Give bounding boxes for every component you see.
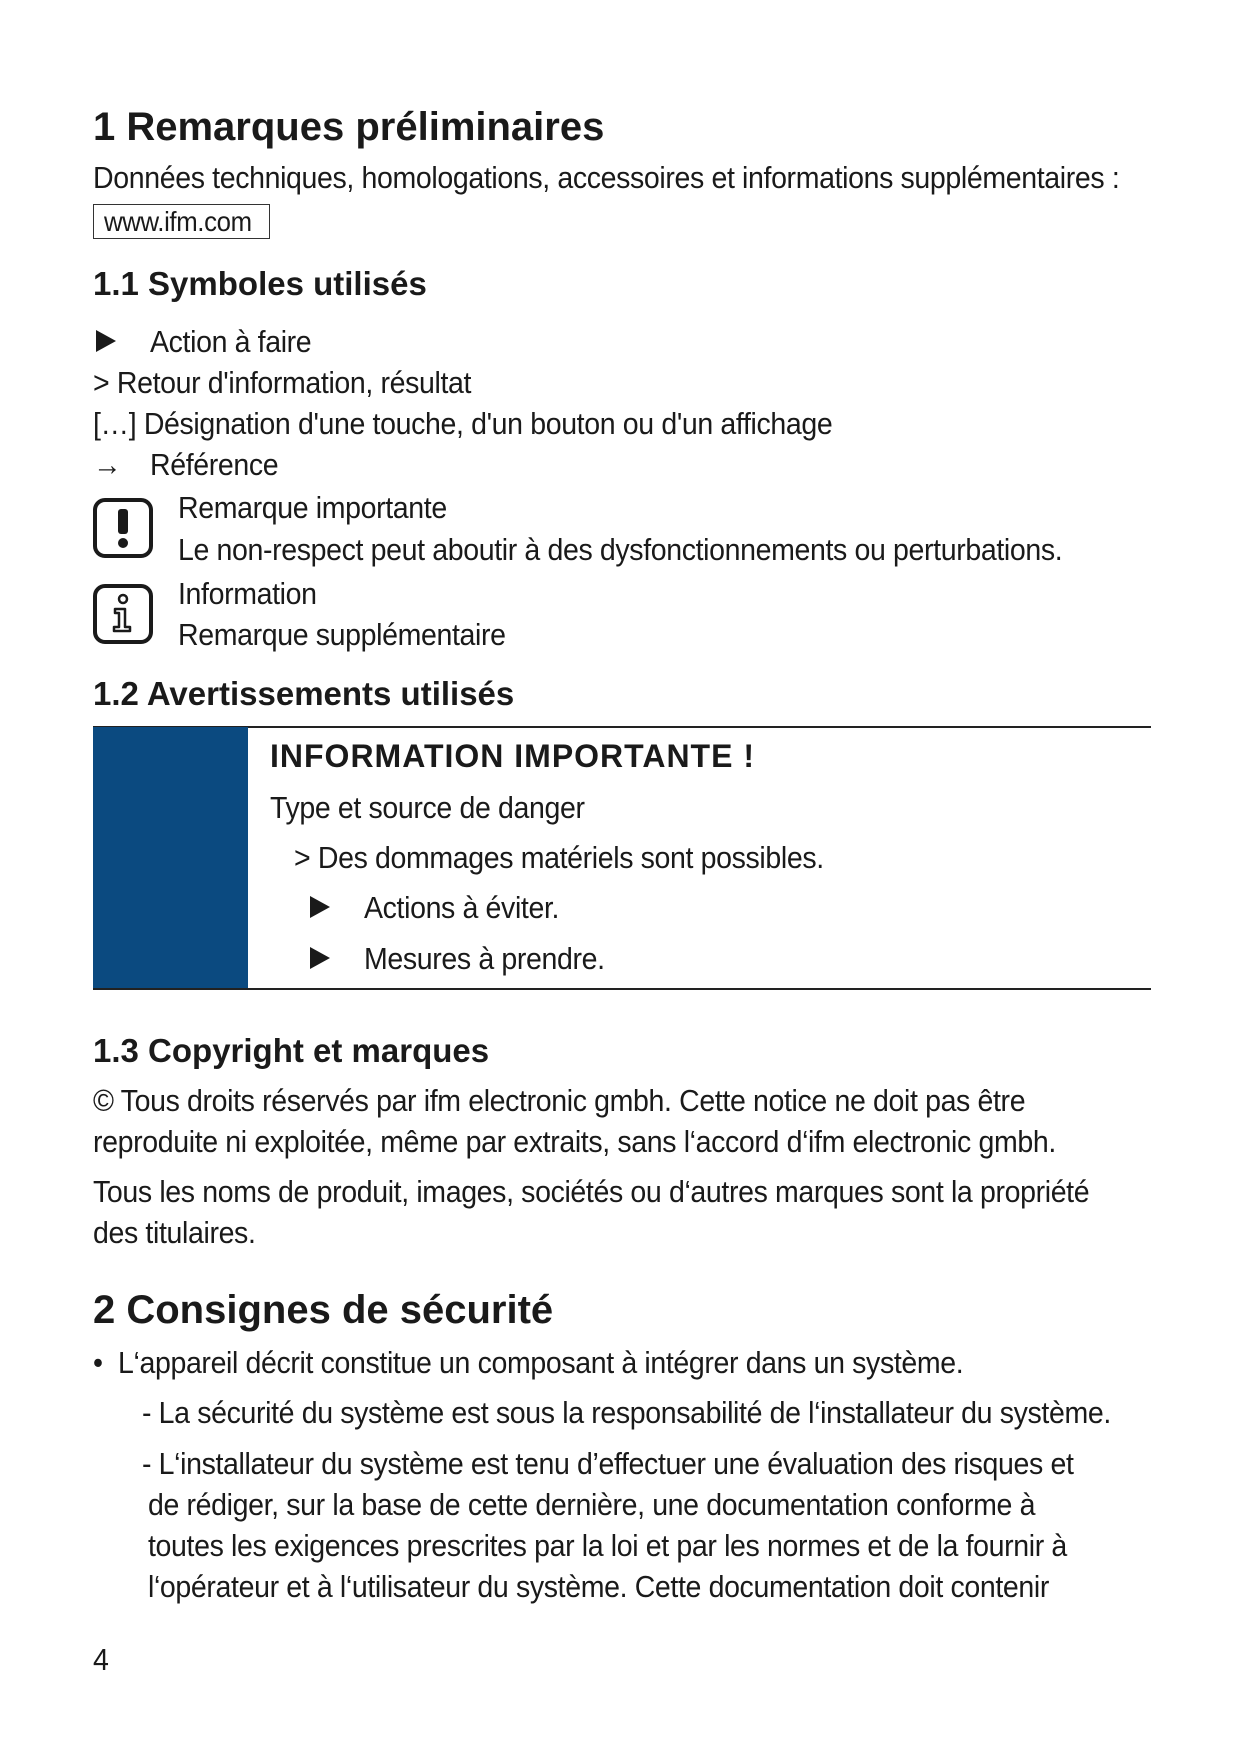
heading-section-1-3: 1.3 Copyright et marques [93,1032,490,1069]
symbol-reference-text: Référence [150,447,279,482]
heading-section-1-1: 1.1 Symboles utilisés [93,265,427,302]
info-title: Information [178,576,317,611]
warning-measures-text: Mesures à prendre. [364,941,605,976]
warning-top-rule [93,726,1151,728]
heading-section-1: 1 Remarques préliminaires [93,105,605,149]
info-icon [93,584,153,644]
copyright-line-2: reproduite ni exploitée, même par extraits, sans l‘accord d‘ifm electronic gmbh. [93,1124,1056,1159]
intro-text: Données techniques, homologations, accessoires et informations supplémentaires : [93,160,1120,195]
warning-title: INFORMATION IMPORTANTE ! [270,738,755,774]
warning-avoid-text: Actions à éviter. [364,890,560,925]
url-link[interactable] [93,204,270,239]
info-text: Remarque supplémentaire [178,617,506,652]
warning-consequence-text: > Des dommages matériels sont possibles. [294,840,824,875]
measures-triangle-icon [310,947,330,969]
exclamation-icon [93,498,153,558]
symbol-designation-text: […] Désignation d'une touche, d'un bouton ou d'un affichage [93,406,833,441]
safety-dash-1: - La sécurité du système est sous la responsabilité de l‘installateur du système. [142,1395,1111,1430]
page-number: 4 [93,1642,109,1677]
copyright-line-4: des titulaires. [93,1215,256,1250]
symbol-action-text: Action à faire [150,324,312,359]
action-triangle-icon [96,330,116,352]
safety-bullet-text: L‘appareil décrit constitue un composant à intégrer dans un système. [118,1345,964,1380]
important-title: Remarque importante [178,490,447,525]
warning-bottom-rule [93,988,1151,990]
url-text: www.ifm.com [104,206,252,237]
bullet-icon: • [93,1345,103,1380]
arrow-icon: → [93,447,122,482]
copyright-line-3: Tous les noms de produit, images, sociétés ou d‘autres marques sont la propriété [93,1174,1090,1209]
safety-dash-2-line-4: l‘opérateur et à l‘utilisateur du système. Cette documentation doit contenir [148,1569,1050,1604]
copyright-line-1: © Tous droits réservés par ifm electronic gmbh. Cette notice ne doit pas être [93,1083,1026,1118]
heading-section-1-2: 1.2 Avertissements utilisés [93,675,515,712]
safety-dash-2-line-1: - L‘installateur du système est tenu d’effectuer une évaluation des risques et [142,1446,1074,1481]
important-text: Le non-respect peut aboutir à des dysfonctionnements ou perturbations. [178,532,1063,567]
warning-color-bar [93,727,248,989]
symbol-feedback-text: > Retour d'information, résultat [93,365,472,400]
warning-danger-text: Type et source de danger [270,790,585,825]
safety-dash-2-line-3: toutes les exigences prescrites par la loi et par les normes et de la fournir à [148,1528,1067,1563]
safety-dash-2-line-2: de rédiger, sur la base de cette dernière, une documentation conforme à [148,1487,1036,1522]
avoid-triangle-icon [310,896,330,918]
heading-section-2: 2 Consignes de sécurité [93,1288,554,1332]
